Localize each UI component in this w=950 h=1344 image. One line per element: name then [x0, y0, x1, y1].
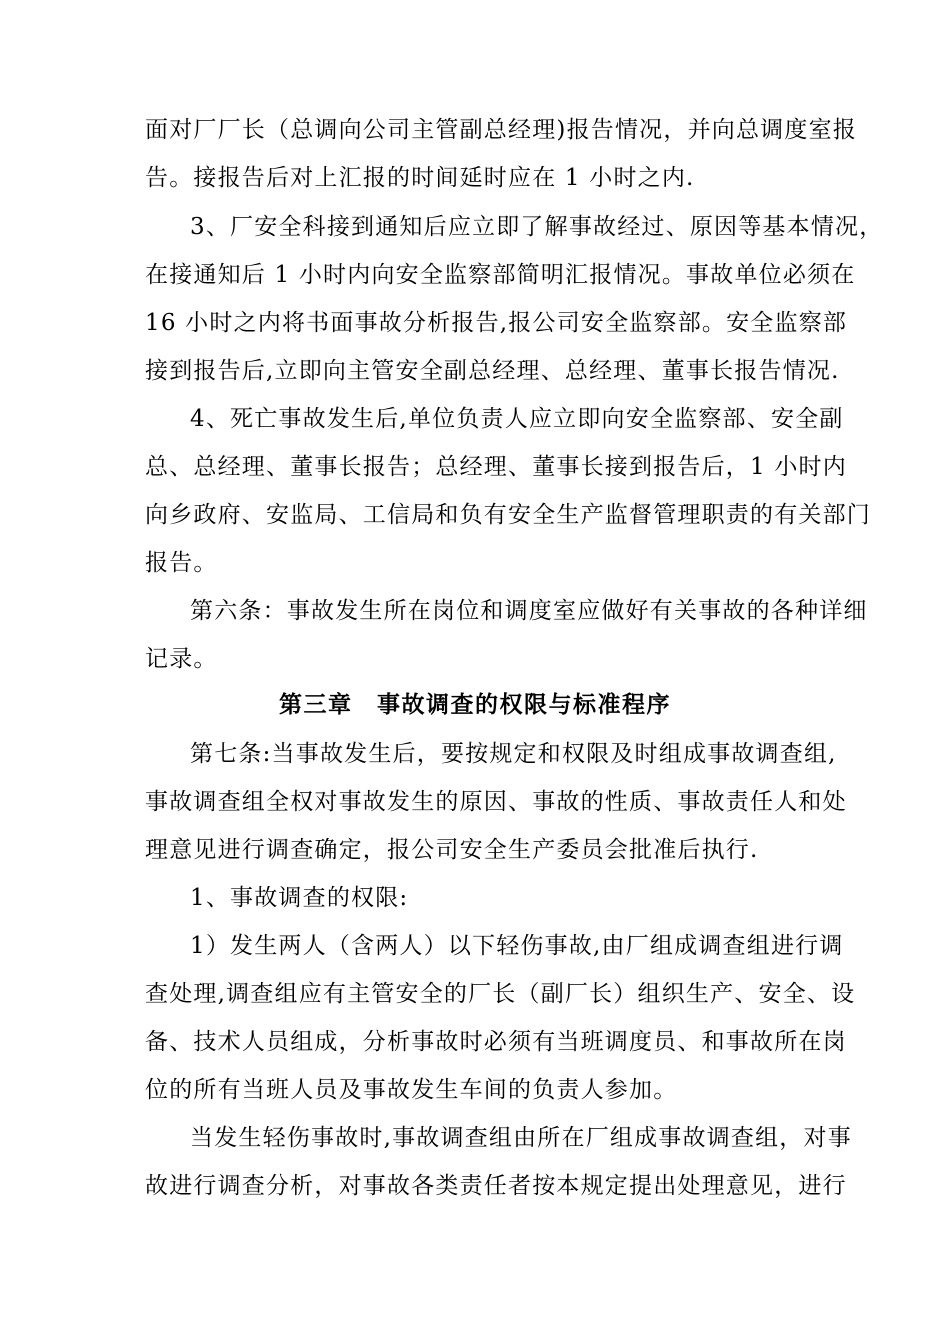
text-line: 1）发生两人（含两人）以下轻伤事故,由厂组成调查组进行调	[190, 933, 844, 959]
text-line: 4、死亡事故发生后,单位负责人应立即向安全监察部、安全副	[190, 406, 844, 432]
text-line: 查处理,调查组应有主管安全的厂长（副厂长）组织生产、安全、设	[145, 981, 856, 1007]
text-line: 记录。	[145, 646, 218, 672]
text-line: 第六条：事故发生所在岗位和调度室应做好有关事故的各种详细	[190, 598, 868, 624]
text-line: 故进行调查分析，对事故各类责任者按本规定提出处理意见，进行	[145, 1173, 847, 1199]
text-line: 第七条:当事故发生后，要按规定和权限及时组成事故调查组,	[190, 741, 837, 767]
text-line: 面对厂厂长（总调向公司主管副总经理)报告情况，并向总调度室报	[145, 117, 857, 143]
text-line: 总、总经理、董事长报告；总经理、董事长接到报告后，1 小时内	[145, 454, 847, 480]
text-line: 当发生轻伤事故时,事故调查组由所在厂组成事故调查组，对事	[190, 1125, 852, 1151]
text-line: 在接通知后 1 小时内向安全监察部简明汇报情况。事故单位必须在	[145, 262, 856, 288]
chapter-heading: 第三章 事故调查的权限与标准程序	[279, 691, 671, 718]
text-line: 3、厂安全科接到通知后应立即了解事故经过、原因等基本情况，	[190, 214, 884, 240]
text-line: 报告。	[145, 550, 218, 576]
text-line: 告。接报告后对上汇报的时间延时应在 1 小时之内.	[145, 165, 695, 191]
text-line: 事故调查组全权对事故发生的原因、事故的性质、事故责任人和处	[145, 789, 847, 815]
text-line: 理意见进行调查确定，报公司安全生产委员会批准后执行.	[145, 837, 759, 863]
text-line: 向乡政府、安监局、工信局和负有安全生产监督管理职责的有关部门	[145, 502, 871, 528]
text-line: 接到报告后,立即向主管安全副总经理、总经理、董事长报告情况.	[145, 358, 840, 384]
text-line: 1、事故调查的权限:	[190, 885, 409, 911]
text-line: 位的所有当班人员及事故发生车间的负责人参加。	[145, 1077, 678, 1103]
text-line: 16 小时之内将书面事故分析报告,报公司安全监察部。安全监察部	[145, 310, 848, 336]
text-line: 备、技术人员组成，分析事故时必须有当班调度员、和事故所在岗	[145, 1029, 847, 1055]
